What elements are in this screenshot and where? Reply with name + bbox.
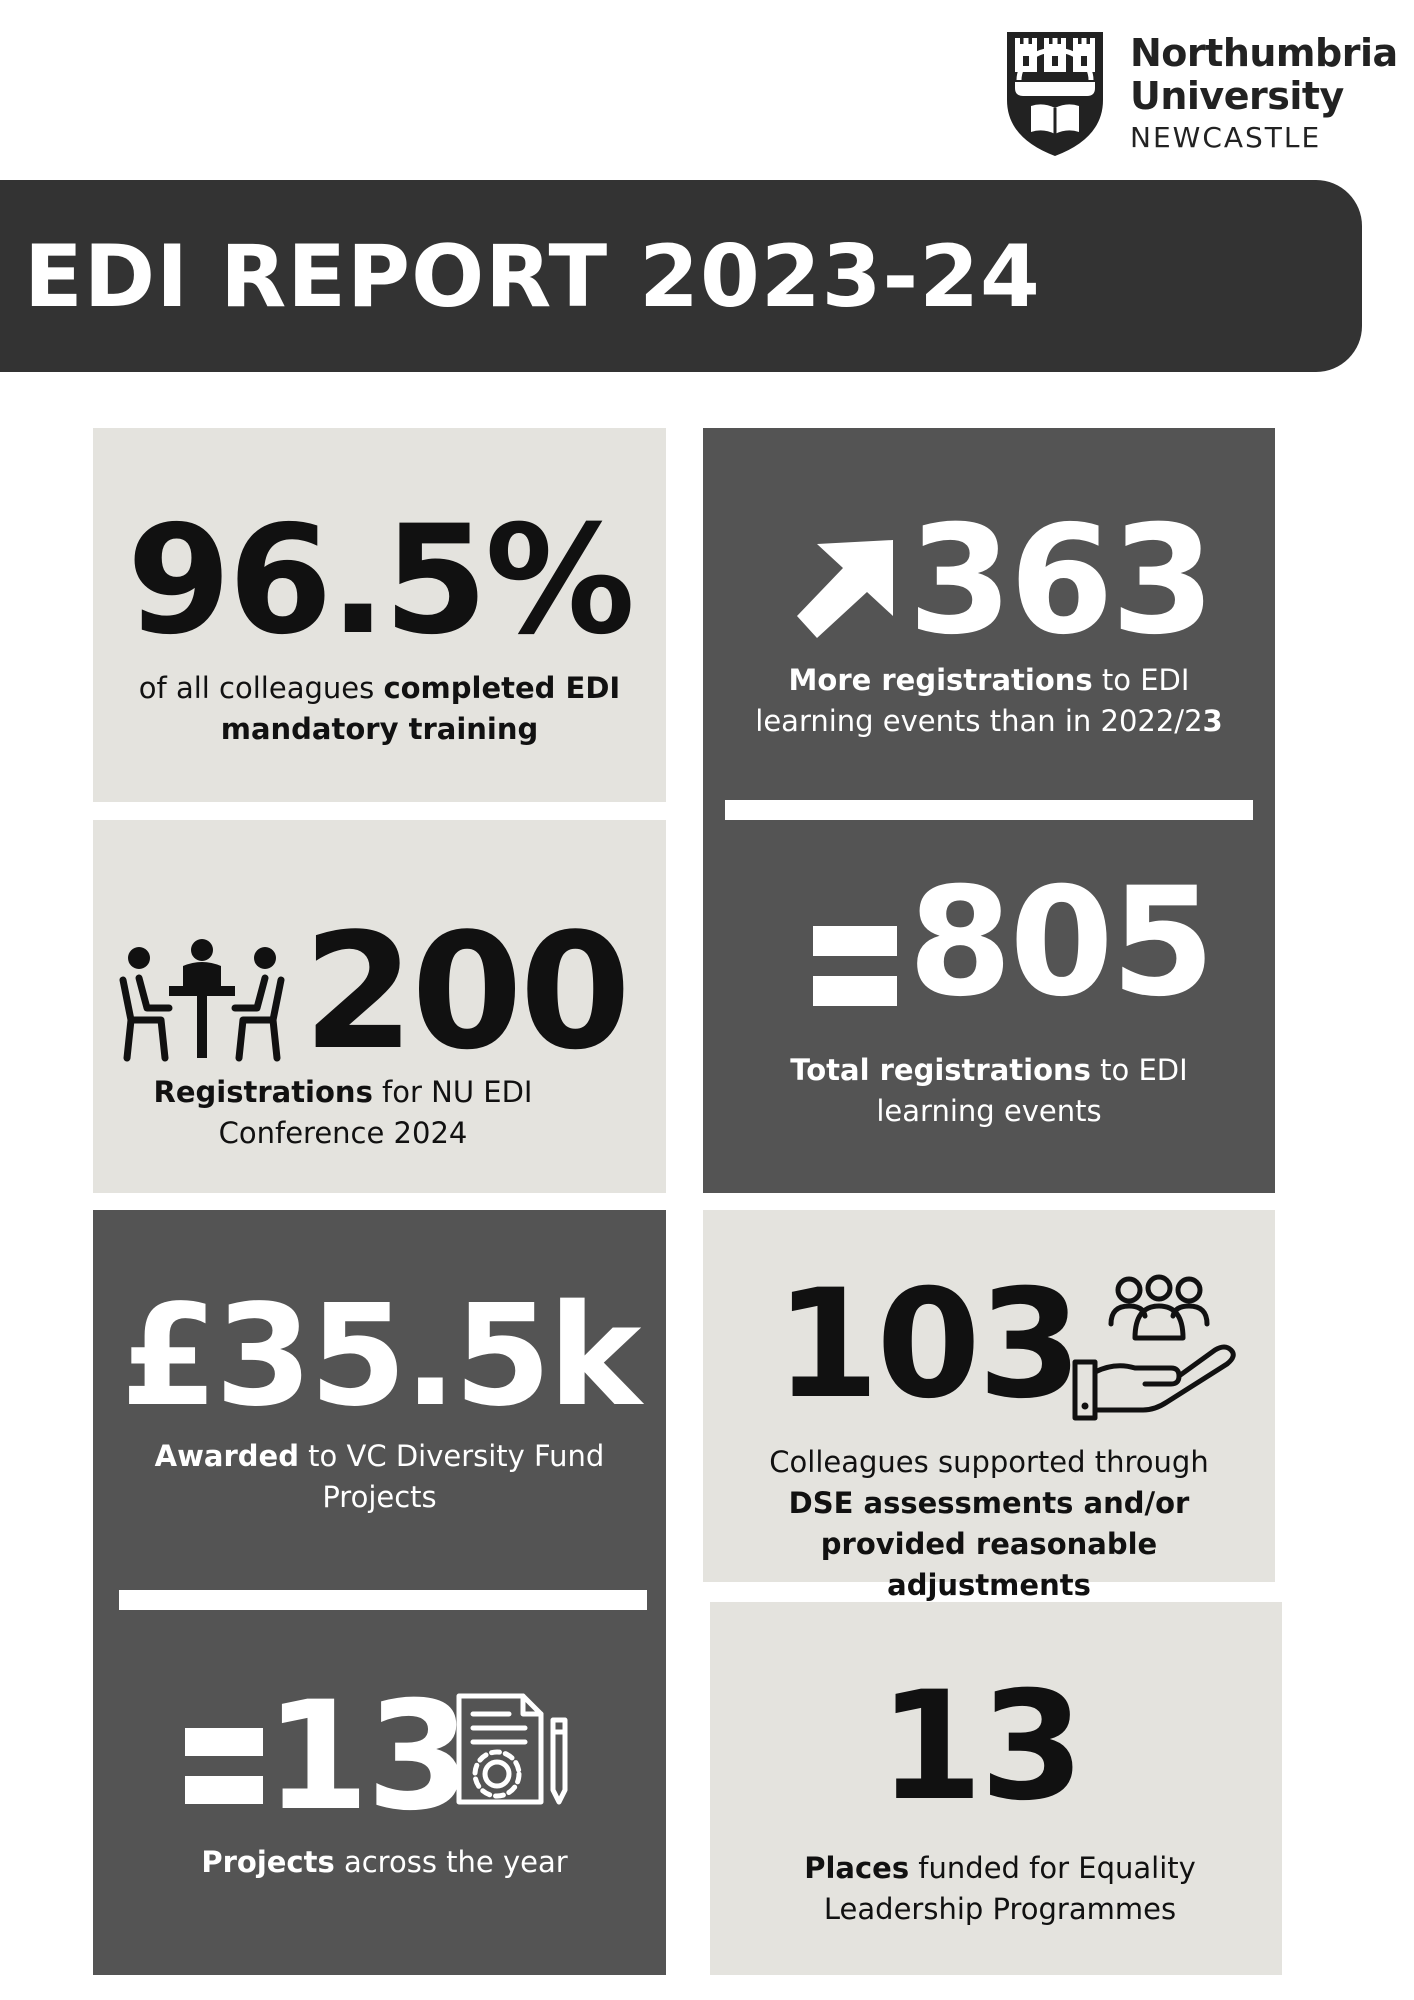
equals-icon	[813, 926, 897, 1006]
university-logo	[1005, 30, 1398, 160]
meeting-table-icon	[117, 938, 287, 1063]
dse-caption: Colleagues supported through DSE assessments and/or provided reasonable adjustments	[769, 1445, 1209, 1602]
card-divider	[119, 1590, 647, 1610]
training-stat-card	[93, 428, 666, 802]
card-divider	[725, 800, 1253, 820]
dse-stat-card	[703, 1210, 1275, 1602]
training-value: 96.5%	[126, 494, 633, 668]
arrow-up-right-icon	[795, 538, 895, 638]
training-caption: of all colleagues completed EDI mandatory training	[138, 671, 621, 746]
more-registrations-value: 363	[908, 494, 1213, 668]
total-registrations-caption: Total registrations to EDI learning events	[790, 1053, 1188, 1128]
fund-stat-card	[93, 1210, 666, 1975]
registrations-stat-card	[703, 428, 1275, 1193]
logo-line-2: University	[1130, 74, 1344, 118]
equals-icon	[185, 1728, 263, 1804]
leadership-value: 13	[878, 1660, 1082, 1834]
more-registrations-caption: More registrations to EDI learning events than in 2022/23	[755, 663, 1223, 738]
conference-stat-card	[93, 820, 666, 1193]
dse-value: 103	[775, 1258, 1080, 1432]
conference-value: 200	[303, 898, 628, 1085]
total-registrations-value: 805	[908, 856, 1213, 1030]
projects-value: 13	[265, 1670, 468, 1844]
fund-caption: Awarded to VC Diversity Fund Projects	[154, 1439, 605, 1514]
fund-value: £35.5k	[120, 1275, 639, 1438]
leadership-caption: Places funded for Equality Leadership Programmes	[804, 1851, 1196, 1926]
logo-line-1: Northumbria	[1130, 31, 1398, 75]
conference-caption: Registrations for NU EDI Conference 2024	[153, 1075, 533, 1150]
title-banner	[0, 180, 1362, 372]
projects-caption: Projects across the year	[201, 1845, 568, 1879]
leadership-stat-card	[710, 1602, 1282, 1975]
document-gear-pencil-icon	[453, 1690, 571, 1810]
logo-line-3: NEWCASTLE	[1130, 121, 1322, 154]
report-title: EDI REPORT 2023-24	[24, 227, 1041, 327]
hand-supporting-people-icon	[1071, 1276, 1241, 1426]
castle-shield-icon	[1005, 30, 1105, 158]
